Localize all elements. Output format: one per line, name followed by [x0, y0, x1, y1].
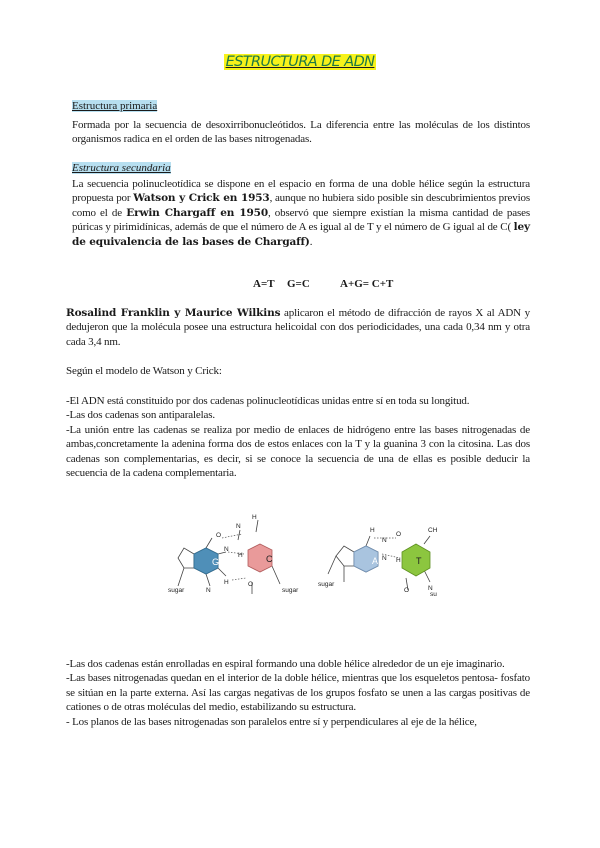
- heading-estructura-secundaria: Estructura secundaria: [72, 162, 171, 174]
- base-label-a: A: [372, 556, 379, 566]
- atom-label-h: H: [396, 557, 401, 564]
- paragraph-secundaria: La secuencia polinucleotídica se dispone en el espacio en forma de una doble hélice según la estructura propuesta por Watson y Crick en 1953, aunque no hubiera sido posible sin descubrimientos previos como el de Erwin Chargaff en 1950, observó que siempre existían la misma cantidad de pases púricas y pirimidínicas, además de que el número de A es igual al de T y el número de G igual al de C( ley de equivalencia de las bases de Chargaff).: [72, 178, 530, 248]
- list-modelo-2: [66, 657, 530, 729]
- base-label-g: G: [212, 557, 220, 567]
- equation-chargaff: A+G= C+T: [340, 278, 394, 290]
- paragraph-modelo: Según el modelo de Watson y Crick:: [66, 365, 222, 377]
- sugar-label: sugar: [168, 587, 185, 594]
- list-item: -Las dos cadenas están enrolladas en espiral formando una doble hélice alrededor de un eje imaginario.: [66, 658, 505, 670]
- atom-label-n: N: [224, 546, 229, 553]
- atom-label-n: N: [428, 585, 433, 592]
- atom-label-o: O: [396, 531, 402, 538]
- list-modelo-1: [66, 394, 530, 480]
- equation-a-t: A=T: [253, 278, 275, 290]
- paragraph-franklin: Rosalind Franklin y Maurice Wilkins aplicaron el método de difracción de rayos X al ADN y dedujeron que la molécula posee una estructura helicoidal con dos periodicidades, una cada 0,34 nm y otra cada 3,4 nm.: [66, 307, 530, 348]
- atom-label-n: N: [382, 537, 387, 544]
- list-item: -El ADN está constituido por dos cadenas polinucleotídicas unidas entre sí en toda su longitud.: [66, 395, 470, 407]
- sugar-label: sugar: [282, 587, 299, 594]
- atom-label-h: H: [238, 552, 243, 559]
- list-item: -Las bases nitrogenadas quedan en el interior de la doble hélice, mientras que los esqueletos pentosa- fosfato se sitúan en la parte externa. Así las cargas negativas de los grupos fosfato se unen a las cargas positivas de cationes o de otras moléculas del medio, estabilizando su estructura.: [66, 672, 530, 714]
- atom-label-h: H: [224, 579, 229, 586]
- base-label-c: C: [266, 554, 273, 564]
- page-title: ESTRUCTURA DE ADN: [225, 54, 375, 70]
- atom-label-o: O: [404, 587, 410, 594]
- paragraph-primaria: Formada por la secuencia de desoxirribonucleótidos. La diferencia entre las moléculas de los distintos organismos radica en el orden de las bases nitrogenadas.: [72, 119, 530, 146]
- sugar-label-truncated: su: [430, 591, 437, 598]
- atom-label-h: H: [252, 514, 257, 521]
- atom-label-n: N: [382, 555, 387, 562]
- base-pairing-figure: [160, 510, 460, 610]
- list-item: -La unión entre las cadenas se realiza por medio de enlaces de hidrógeno entre las bases nitrogenadas de ambas,concretamente la adenina forma dos de estos enlaces con la T y la guanina 3 con la citosina. Las dos cadenas son complementarias, es decir, si se conoce la secuencia de una de ellas es posible deducir la secuencia de la cadena complementaria.: [66, 423, 530, 480]
- list-item: - Los planos de las bases nitrogenadas son paralelos entre sí y perpendiculares al eje de la hélice,: [66, 715, 477, 728]
- atom-label-n: N: [236, 523, 241, 530]
- sugar-label: sugar: [318, 581, 335, 588]
- equation-g-c: G=C: [287, 278, 310, 290]
- atom-label-o: O: [248, 581, 254, 588]
- base-label-t: T: [416, 556, 422, 566]
- atom-label-ch: CH: [428, 527, 438, 534]
- atom-label-o: O: [216, 532, 222, 539]
- list-item: -Las dos cadenas son antiparalelas.: [66, 409, 215, 422]
- atom-label-h: H: [370, 527, 375, 534]
- heading-estructura-primaria: Estructura primaria: [72, 100, 158, 112]
- atom-label-n: N: [206, 587, 211, 594]
- hydrogen-bond: [232, 578, 246, 580]
